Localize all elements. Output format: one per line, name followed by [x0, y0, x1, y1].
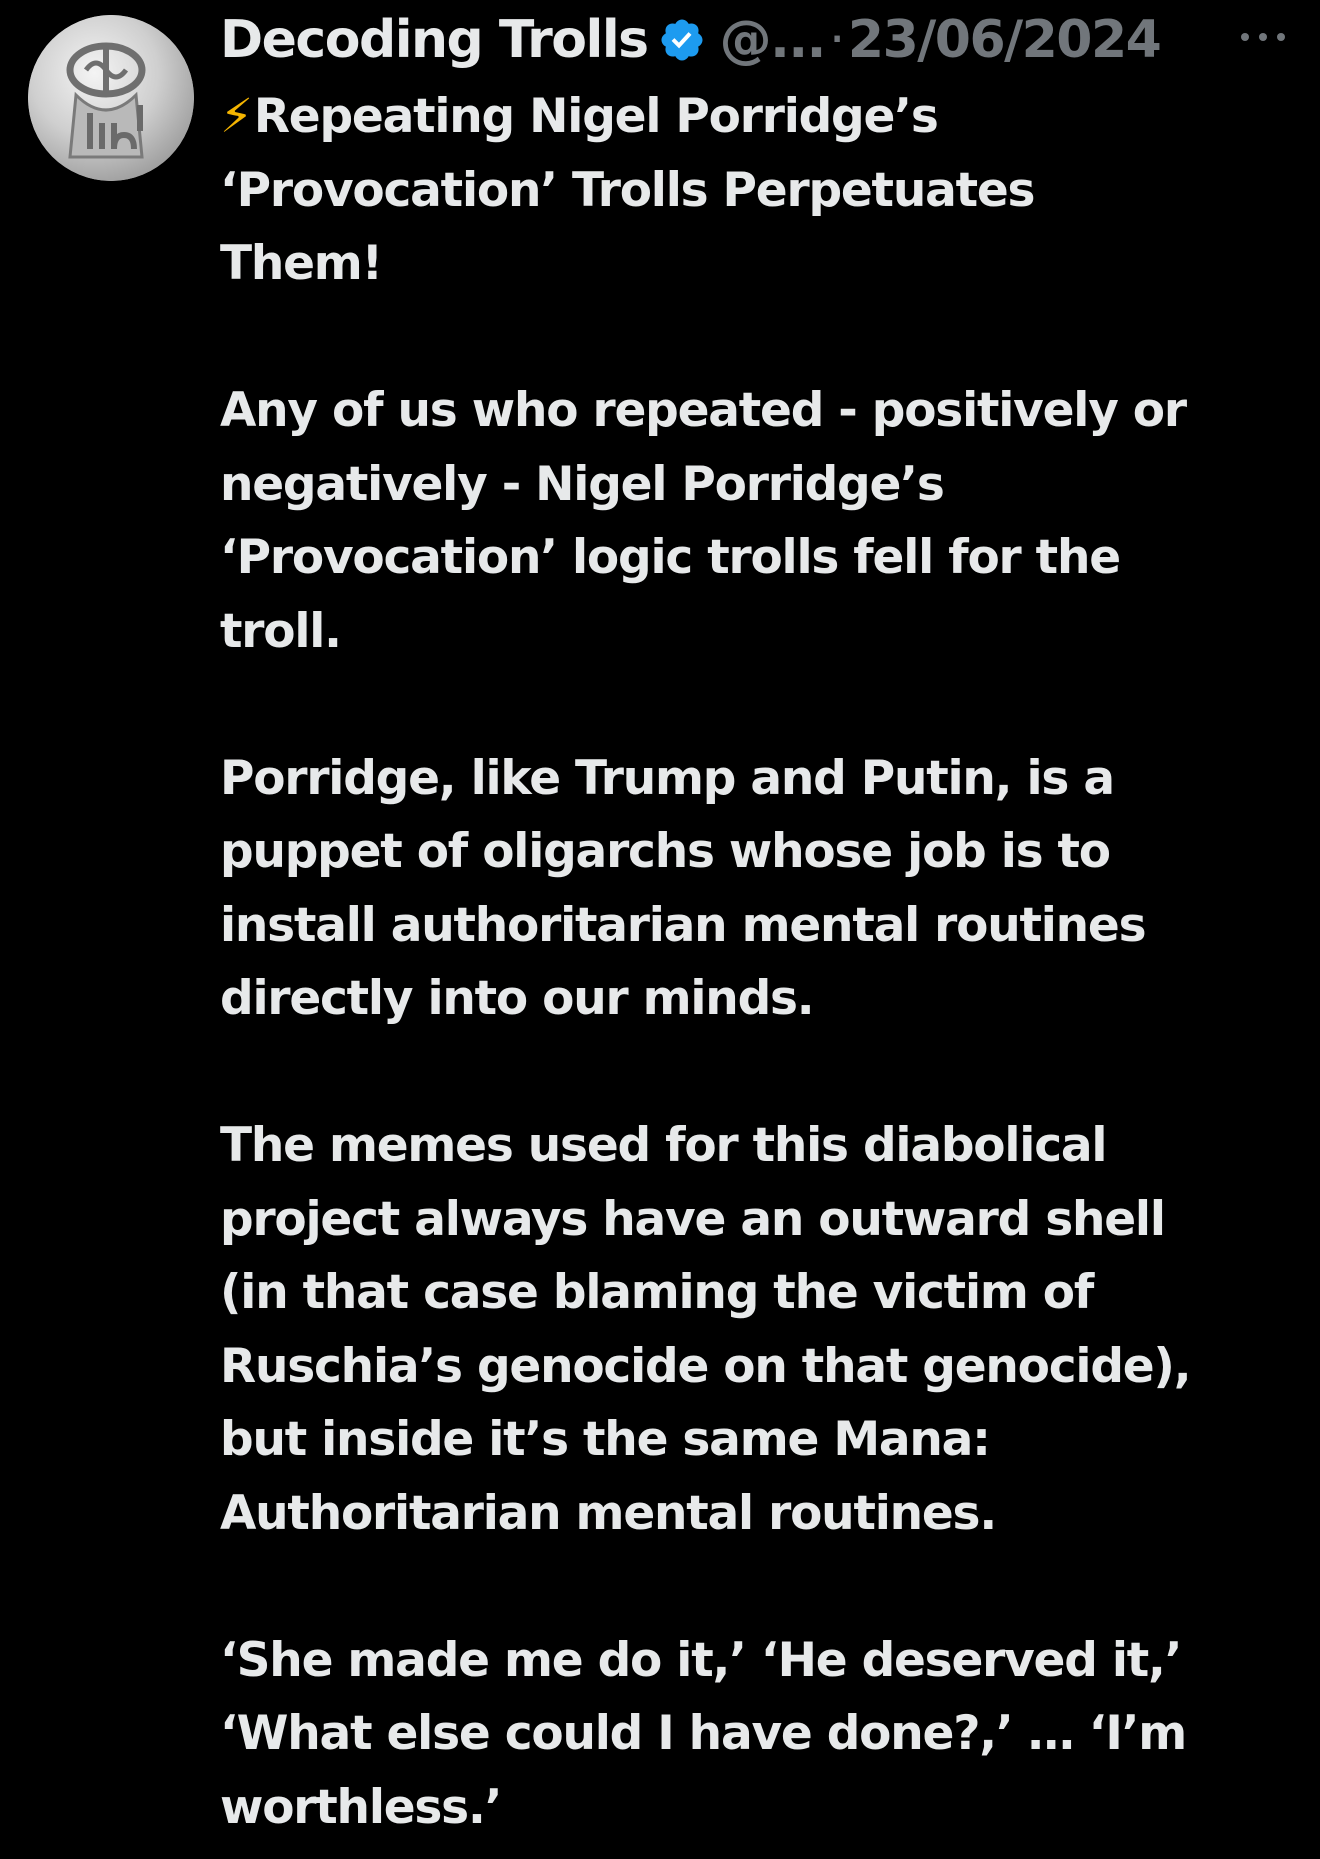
verified-badge-icon	[658, 16, 706, 64]
tweet-header	[220, 4, 1300, 76]
paragraph-3	[220, 742, 1310, 1036]
avatar[interactable]	[28, 15, 194, 181]
text-line: ‘Provocation’ Trolls Perpetuates	[220, 162, 1035, 218]
lightning-emoji: ⚡	[220, 89, 252, 144]
author-name[interactable]: Decoding Trolls	[220, 10, 648, 70]
text-line: negatively - Nigel Porridge’s	[220, 456, 944, 512]
text-line: (in that case blaming the victim of	[220, 1265, 1094, 1320]
text-line: worthless.’	[220, 1779, 502, 1835]
text-line: ‘Provocation’ logic trolls fell for the	[220, 530, 1120, 585]
text-line: ‘What else could I have done?,’ … ‘I’m	[220, 1706, 1187, 1761]
author-handle[interactable]: @...	[719, 10, 825, 70]
text-line: Them!	[220, 236, 382, 291]
text-line: ‘She made me do it,’ ‘He deserved it,’	[220, 1632, 1182, 1688]
paragraph-2	[220, 374, 1310, 668]
text-line: but inside it’s the same Mana:	[220, 1412, 990, 1467]
text-line: Authoritarian mental routines.	[220, 1485, 996, 1541]
more-options-icon[interactable]	[1236, 22, 1290, 52]
text-line: The memes used for this diabolical	[220, 1118, 1107, 1173]
paragraph-4	[220, 1109, 1310, 1550]
header-separator: ·	[828, 10, 844, 70]
text-line: Porridge, like Trump and Putin, is a	[220, 750, 1114, 806]
paragraph-headline	[220, 80, 1310, 301]
text-line: install authoritarian mental routines	[220, 897, 1146, 953]
text-line: Ruschia’s genocide on that genocide),	[220, 1338, 1191, 1394]
text-line: directly into our minds.	[220, 971, 814, 1026]
text-line: troll.	[220, 603, 341, 659]
text-line: Any of us who repeated - positively or	[220, 383, 1186, 438]
text-line: project always have an outward shell	[220, 1191, 1165, 1247]
tweet-date[interactable]: 23/06/2024	[847, 10, 1161, 70]
text-line: ⚡Repeating Nigel Porridge’s	[220, 89, 938, 144]
tweet-text	[220, 80, 1310, 1844]
avatar-image	[28, 15, 194, 181]
text-line: puppet of oligarchs whose job is to	[220, 824, 1110, 879]
paragraph-5	[220, 1624, 1310, 1845]
